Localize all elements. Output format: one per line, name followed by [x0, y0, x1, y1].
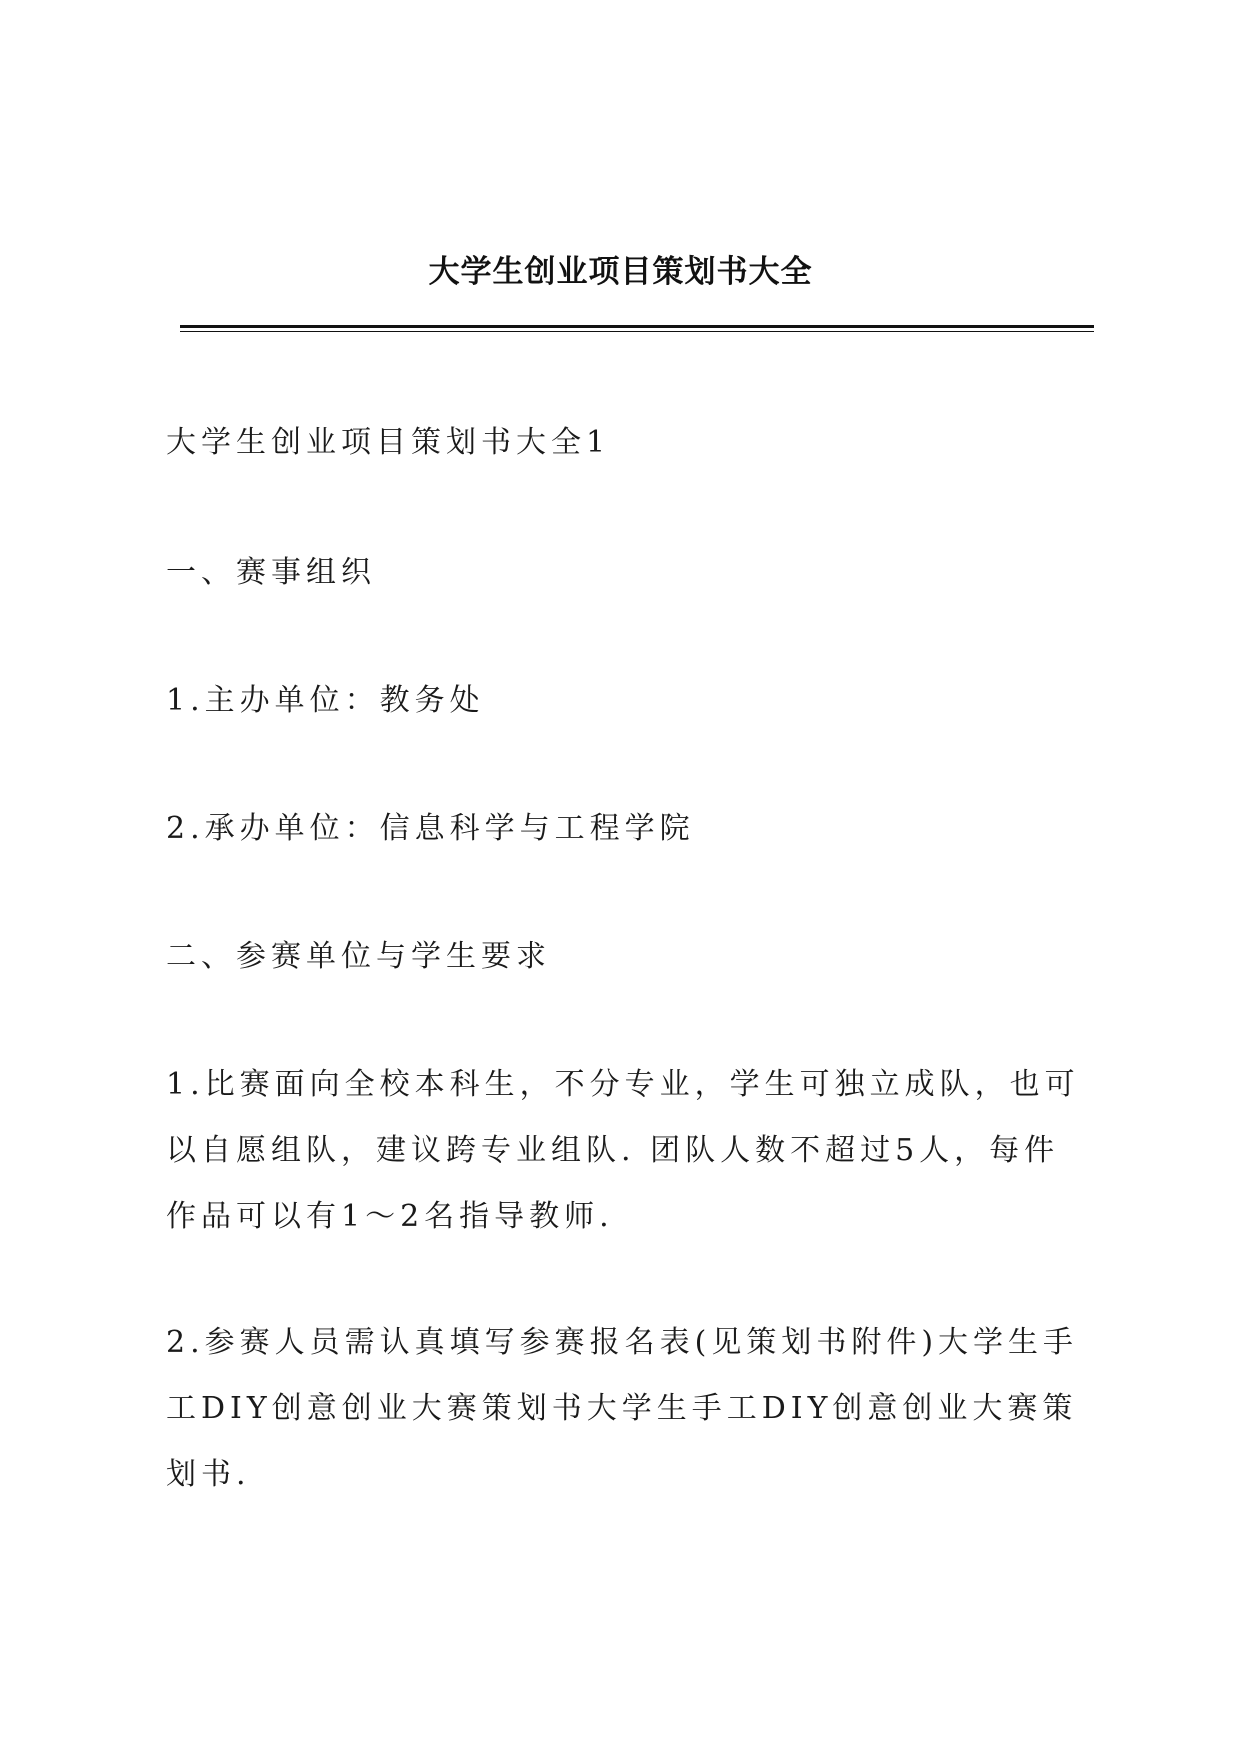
section-heading-requirements: 二、参赛单位与学生要求	[166, 939, 551, 974]
organizer-unit-item: 2.承办单位：信息科学与工程学院	[166, 811, 695, 846]
title-divider-thin	[180, 331, 1094, 332]
requirement-item-1: 1.比赛面向全校本科生，不分专业，学生可独立成队，也可以自愿组队，建议跨专业组队. 团队人数不超过5人，每件作品可以有1～2名指导教师.	[166, 1067, 1080, 1234]
section-heading-1: 大学生创业项目策划书大全1	[166, 425, 611, 460]
document-title: 大学生创业项目策划书大全	[428, 254, 813, 290]
section-heading-organization: 一、赛事组织	[166, 555, 376, 590]
title-divider-thick	[180, 325, 1094, 328]
host-unit-item: 1.主办单位：教务处	[166, 683, 485, 718]
requirement-item-2: 2.参赛人员需认真填写参赛报名表(见策划书附件)大学生手工DIY创意创业大赛策划书大学生手工DIY创意创业大赛策划书.	[166, 1325, 1079, 1492]
